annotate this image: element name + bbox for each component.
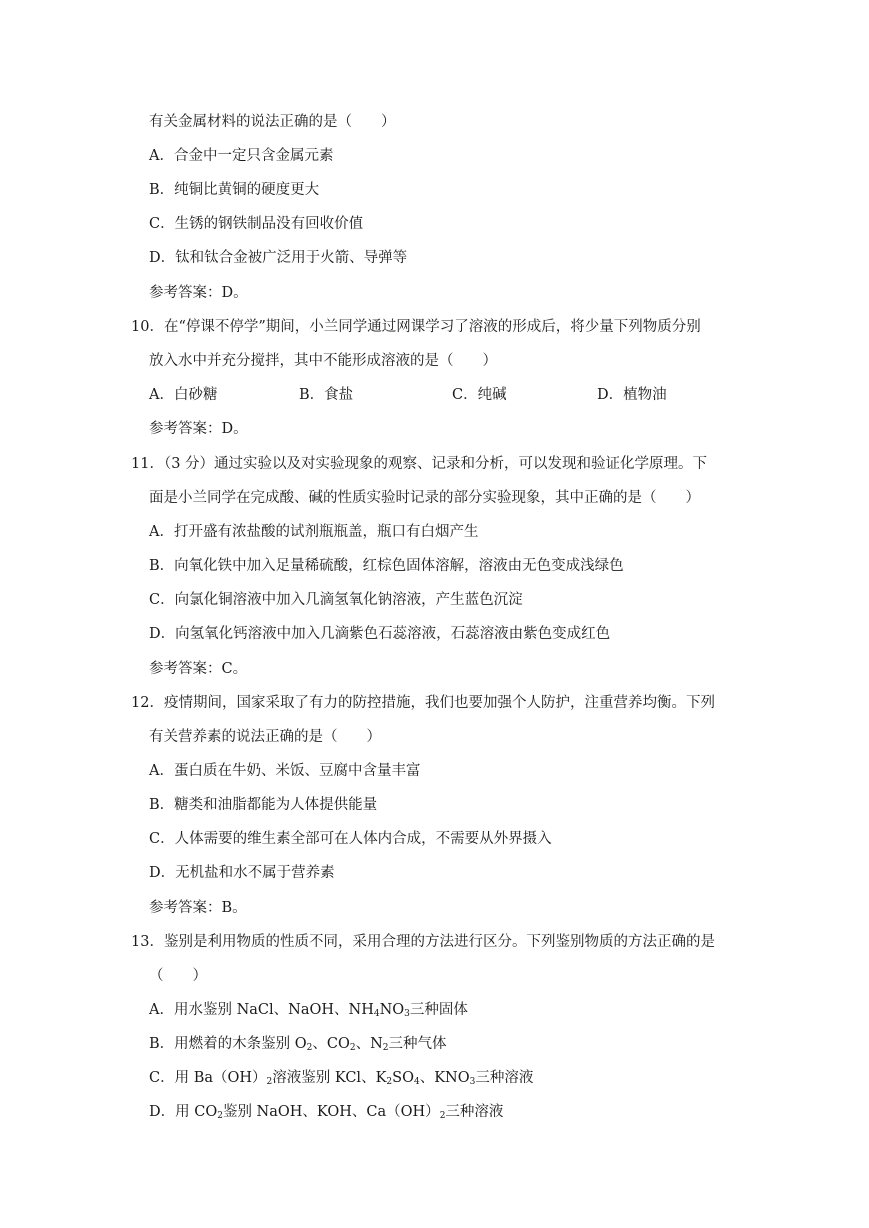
q9-option-b: B．纯铜比黄铜的硬度更大: [149, 182, 320, 198]
q12-option-d: D．无机盐和水不属于营养素: [149, 865, 335, 881]
q11-stem-line2: 面是小兰同学在完成酸、碱的性质实验时记录的部分实验现象，其中正确的是（ ）: [149, 490, 700, 506]
q10-option-d: D．植物油: [597, 387, 667, 403]
q13-option-a: A．用水鉴别 NaCl、NaOH、$NH_4NO_3$三种固体: [149, 1002, 468, 1019]
q10-answer: 参考答案：D。: [149, 421, 248, 437]
q9-option-d: D．钛和钛合金被广泛用于火箭、导弹等: [149, 250, 408, 266]
q10-option-b: B．食盐: [299, 387, 354, 403]
q13-option-b: B．用燃着的木条鉴别 $O_2$、$CO_2$、$N_2$三种气体: [149, 1036, 447, 1053]
q11-option-b: B．向氧化铁中加入足量稀硫酸，红棕色固体溶解，溶液由无色变成浅绿色: [149, 558, 624, 574]
q12-answer: 参考答案：B。: [149, 900, 247, 916]
q9-stem-line: 有关金属材料的说法正确的是（ ）: [149, 114, 396, 130]
q10-option-c: C．纯碱: [452, 387, 507, 403]
q12-stem-line2: 有关营养素的说法正确的是（ ）: [149, 729, 381, 745]
q11-answer: 参考答案：C。: [149, 661, 248, 677]
q12-option-a: A．蛋白质在牛奶、米饭、豆腐中含量丰富: [149, 763, 421, 779]
q12-option-c: C．人体需要的维生素全部可在人体内合成，不需要从外界摄入: [149, 831, 552, 847]
q11-stem-line1: 11．（3 分）通过实验以及对实验现象的观察、记录和分析，可以发现和验证化学原理。下: [131, 456, 708, 472]
q10-stem-line2: 放入水中并充分搅拌，其中不能形成溶液的是（ ）: [149, 353, 497, 369]
q9-option-a: A．合金中一定只含金属元素: [149, 148, 334, 164]
q10-option-a: A．白砂糖: [149, 387, 218, 403]
q13-stem-line2: （ ）: [149, 968, 207, 984]
q12-stem-line1: 12．疫情期间，国家采取了有力的防控措施，我们也要加强个人防护，注重营养均衡。下列: [131, 695, 715, 711]
q9-answer: 参考答案：D。: [149, 285, 248, 301]
q11-option-c: C．向氯化铜溶液中加入几滴氢氧化钠溶液，产生蓝色沉淀: [149, 592, 523, 608]
q13-stem-line1: 13．鉴别是利用物质的性质不同，采用合理的方法进行区分。下列鉴别物质的方法正确的是: [131, 934, 715, 950]
q12-option-b: B．糖类和油脂都能为人体提供能量: [149, 797, 378, 813]
q11-option-a: A．打开盛有浓盐酸的试剂瓶瓶盖，瓶口有白烟产生: [149, 524, 479, 540]
q11-option-d: D．向氢氧化钙溶液中加入几滴紫色石蕊溶液，石蕊溶液由紫色变成红色: [149, 626, 611, 642]
q9-option-c: C．生锈的钢铁制品没有回收价值: [149, 216, 364, 232]
q13-option-d: D．用 $CO_2$鉴别 NaOH、KOH、$Ca(OH)_2$三种溶液: [149, 1104, 504, 1121]
q13-option-c: C．用 $Ba(OH)_2$溶液鉴别 KCl、$K_2SO_4$、$KNO_3$三种溶液: [149, 1070, 534, 1087]
q10-stem-line1: 10．在“停课不停学”期间，小兰同学通过网课学习了溶液的形成后，将少量下列物质分别: [131, 319, 701, 335]
